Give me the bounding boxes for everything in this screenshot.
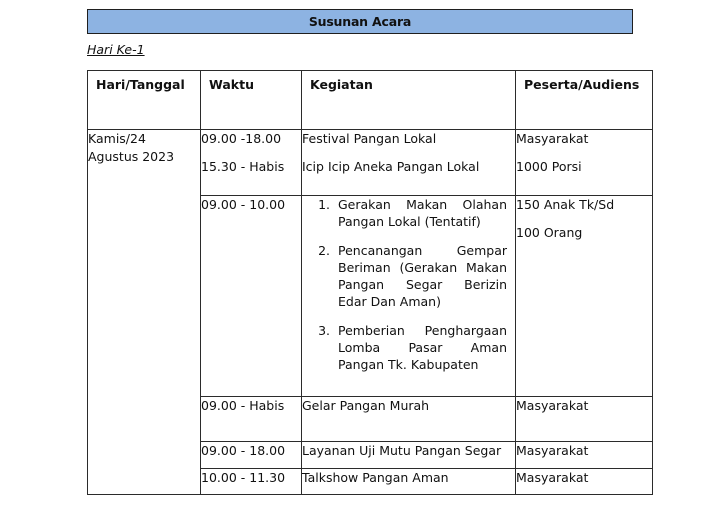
audience-value: 150 Anak Tk/Sd	[516, 197, 615, 212]
list-number: 3.	[318, 323, 330, 338]
audience-value: Masyarakat	[516, 443, 589, 458]
audience-cell	[516, 469, 653, 495]
audience-cell	[516, 196, 653, 397]
activity-cell	[302, 469, 516, 495]
activity-cell	[302, 130, 516, 196]
column-header-time: Waktu	[201, 71, 302, 130]
activity-value: Layanan Uji Mutu Pangan Segar	[302, 443, 502, 458]
time-value: 09.00 - 18.00	[201, 443, 286, 458]
list-text: Pangan Segar Berizin	[338, 277, 507, 292]
activity-cell	[302, 196, 516, 397]
audience-value: Masyarakat	[516, 470, 589, 485]
audience-cell	[516, 442, 653, 469]
column-header-audience: Peserta/Audiens	[516, 71, 653, 130]
audience-cell	[516, 130, 653, 196]
audience-cell	[516, 397, 653, 442]
list-number: 1.	[318, 197, 330, 212]
time-value: 09.00 - 10.00	[201, 197, 286, 212]
activity-value: Festival Pangan Lokal	[302, 131, 437, 146]
list-item	[308, 242, 507, 310]
list-text: Pangan Tk. Kabupaten	[338, 357, 479, 372]
activity-value: Gelar Pangan Murah	[302, 398, 430, 413]
time-cell	[201, 442, 302, 469]
activity-value: Icip Icip Aneka Pangan Lokal	[302, 159, 480, 174]
day-line: Kamis/24	[88, 131, 146, 146]
time-cell	[201, 196, 302, 397]
activity-list	[308, 196, 507, 373]
time-value: 09.00 - Habis	[201, 398, 285, 413]
time-cell	[201, 130, 302, 196]
activity-cell	[302, 397, 516, 442]
schedule-table	[87, 70, 653, 495]
list-item	[308, 196, 507, 230]
time-cell	[201, 469, 302, 495]
schedule-title-text: Susunan Acara	[308, 14, 412, 29]
audience-value: Masyarakat	[516, 398, 589, 413]
column-header-activity: Kegiatan	[302, 71, 516, 130]
column-header-day: Hari/Tanggal	[88, 71, 201, 130]
list-text: Edar Dan Aman)	[338, 294, 441, 309]
audience-value: Masyarakat	[516, 131, 589, 146]
activity-value: Talkshow Pangan Aman	[302, 470, 449, 485]
schedule-title	[87, 9, 633, 34]
audience-value: 1000 Porsi	[516, 159, 582, 174]
time-value: 10.00 - 11.30	[201, 470, 286, 485]
time-value: 15.30 - Habis	[201, 159, 285, 174]
list-item	[308, 322, 507, 373]
day-line: Agustus 2023	[88, 149, 175, 164]
list-text: Lomba Pasar Aman	[338, 340, 507, 355]
list-text: Pencanangan Gempar	[338, 243, 507, 258]
list-text: Pemberian Penghargaan	[338, 323, 507, 338]
day-subtitle: Hari Ke-1	[87, 42, 145, 57]
list-text: Beriman (Gerakan Makan	[338, 260, 507, 275]
table-header-row	[88, 71, 653, 130]
day-cell	[88, 130, 201, 495]
table-row	[88, 130, 653, 196]
list-number: 2.	[318, 243, 330, 258]
audience-value: 100 Orang	[516, 225, 583, 240]
time-cell	[201, 397, 302, 442]
activity-cell	[302, 442, 516, 469]
time-value: 09.00 -18.00	[201, 131, 282, 146]
list-text: Pangan Lokal (Tentatif)	[338, 214, 481, 229]
list-text: Gerakan Makan Olahan	[338, 197, 507, 212]
